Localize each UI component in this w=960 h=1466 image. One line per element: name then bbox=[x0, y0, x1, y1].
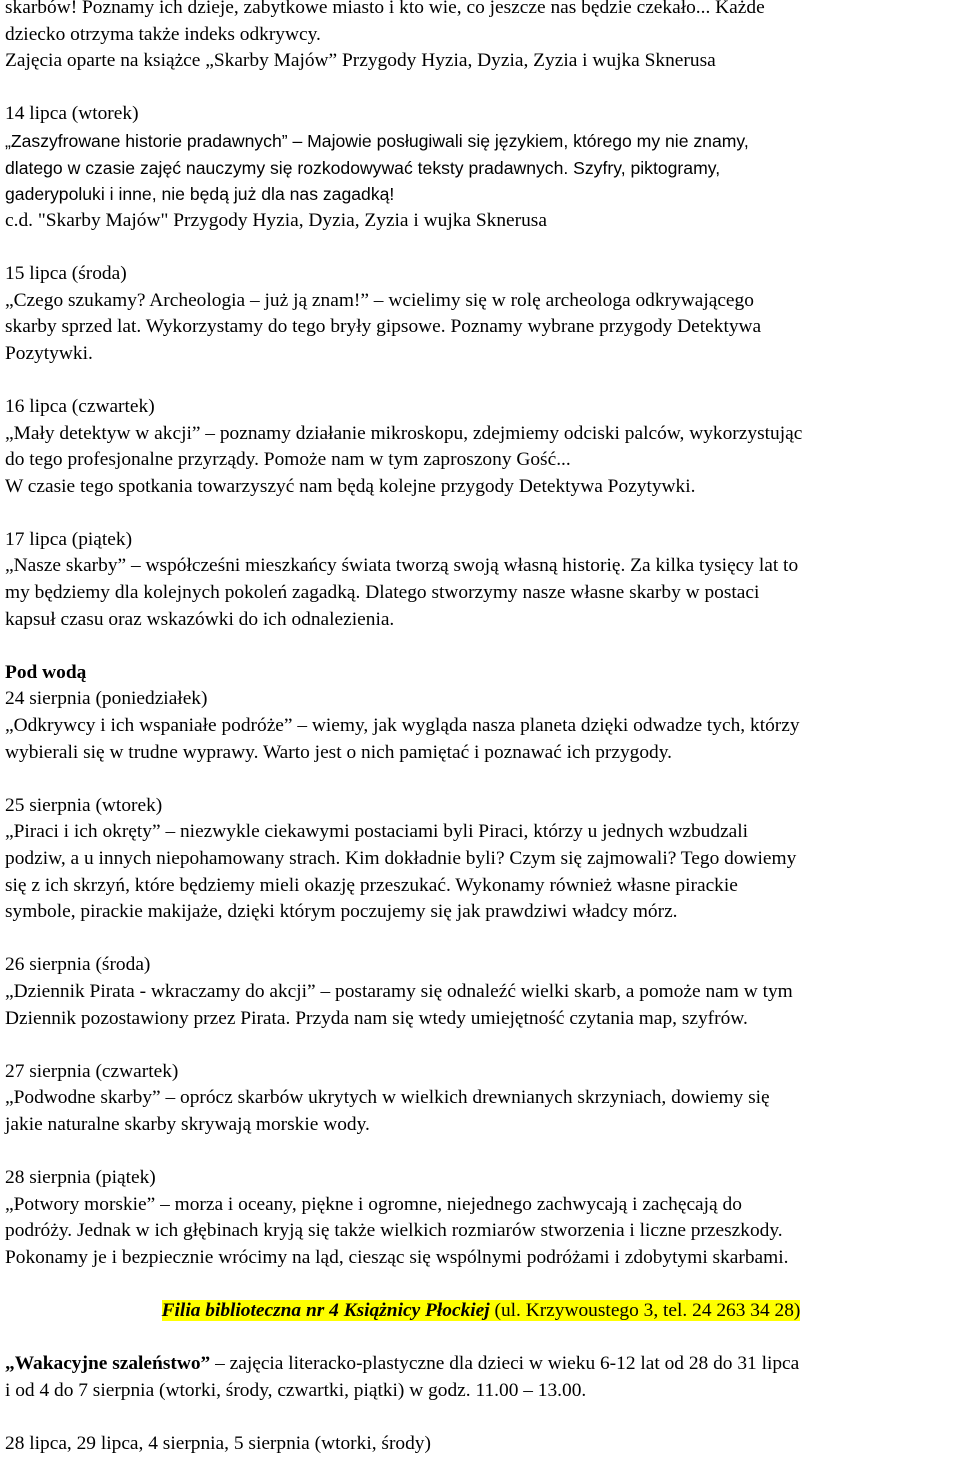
day-date: 16 lipca (czwartek) bbox=[5, 395, 155, 417]
day-text-line: Dziennik pozostawiony przez Pirata. Przyda nam się wtedy umiejętność czytania map, szyfrów. bbox=[5, 1007, 748, 1029]
intro-line: dziecko otrzyma także indeks odkrywcy. bbox=[5, 23, 321, 45]
day-date: 25 sierpnia (wtorek) bbox=[5, 794, 163, 816]
day-text-line: „Potwory morskie” – morza i oceany, piękne i ogromne, niejednego zachwycają i zachęcają do bbox=[5, 1193, 742, 1215]
event-dates: 28 lipca, 29 lipca, 4 sierpnia, 5 sierpnia (wtorki, środy) bbox=[5, 1433, 431, 1455]
branch-heading bbox=[5, 1298, 957, 1325]
day-date: 14 lipca (wtorek) bbox=[5, 103, 139, 125]
day-text-line: „Mały detektyw w akcji” – poznamy działanie mikroskopu, zdejmiemy odciski palców, wykorzystując bbox=[5, 422, 803, 444]
day-date: 24 sierpnia (poniedziałek) bbox=[5, 688, 208, 710]
day-date: 27 sierpnia (czwartek) bbox=[5, 1060, 179, 1082]
day-date: 28 sierpnia (piątek) bbox=[5, 1167, 156, 1189]
day-text-line: „Podwodne skarby” – oprócz skarbów ukrytych w wielkich drewnianych skrzyniach, dowiemy się bbox=[5, 1087, 770, 1109]
day-text-line: się z ich skrzyń, które będziemy mieli okazję przeszukać. Wykonamy również własne pirackie bbox=[5, 874, 738, 896]
day-text-line: symbole, pirackie makijaże, dzięki którym poczujemy się jak prawdziwi władcy mórz. bbox=[5, 901, 678, 923]
day-date: 17 lipca (piątek) bbox=[5, 528, 133, 550]
event-title: „Wakacyjne szaleństwo” bbox=[5, 1353, 211, 1375]
day-text-line: „Piraci i ich okręty” – niezwykle ciekawymi postaciami byli Piraci, którzy u jednych wzbudzali bbox=[5, 821, 749, 843]
day-text-line: c.d. "Skarby Majów" Przygody Hyzia, Dyzia, Zyzia i wujka Sknerusa bbox=[5, 209, 547, 231]
section-heading: Pod wodą bbox=[5, 661, 87, 683]
event-description bbox=[5, 1351, 957, 1378]
branch-name: Filia biblioteczna nr 4 Książnicy Płockiej bbox=[161, 1300, 490, 1322]
day-text-line: podróży. Jednak w ich głębinach kryją się także wielkich rozmiarów stworzenia i liczne przeszkody. bbox=[5, 1220, 783, 1242]
event-text: – zajęcia literacko-plastyczne dla dzieci w wieku 6-12 lat od 28 do 31 lipca bbox=[210, 1353, 800, 1375]
day-text-line: jakie naturalne skarby skrywają morskie wody. bbox=[5, 1113, 370, 1135]
day-text-line: Pokonamy je i bezpiecznie wrócimy na ląd, ciesząc się wspólnymi podróżami i zdobytymi skarbami. bbox=[5, 1246, 789, 1268]
day-text-line: „Zaszyfrowane historie pradawnych” – Majowie posługiwali się językiem, którego my nie znamy, bbox=[5, 130, 749, 151]
day-text-line: Pozytywki. bbox=[5, 342, 93, 364]
document-page bbox=[5, 0, 957, 1458]
day-date: 26 sierpnia (środa) bbox=[5, 954, 151, 976]
branch-address: (ul. Krzywoustego 3, tel. 24 263 34 28) bbox=[489, 1300, 801, 1322]
day-text-line: kapsuł czasu oraz wskazówki do ich odnalezienia. bbox=[5, 608, 395, 630]
day-text-line: wybierali się w trudne wyprawy. Warto jest o nich pamiętać i poznawać ich przygody. bbox=[5, 741, 673, 763]
day-text-line: skarby sprzed lat. Wykorzystamy do tego bryły gipsowe. Poznamy wybrane przygody Detektywa bbox=[5, 316, 762, 338]
day-text-line: do tego profesjonalne przyrządy. Pomoże nam w tym zaproszony Gość... bbox=[5, 449, 571, 471]
day-text-line: my będziemy dla kolejnych pokoleń zagadką. Dlatego stworzymy nasze własne skarby w postaci bbox=[5, 582, 760, 604]
day-text-line: „Odkrywcy i ich wspaniałe podróże” – wiemy, jak wygląda nasza planeta dzięki odwadze tych, którzy bbox=[5, 715, 800, 737]
day-text-line: W czasie tego spotkania towarzyszyć nam będą kolejne przygody Detektywa Pozytywki. bbox=[5, 475, 696, 497]
day-text-line: „Nasze skarby” – współcześni mieszkańcy świata tworzą swoją własną historię. Za kilka tysięcy lat to bbox=[5, 555, 799, 577]
day-text-line: „Czego szukamy? Archeologia – już ją znam!” – wcielimy się w rolę archeologa odkrywającego bbox=[5, 289, 754, 311]
day-text-line: „Dziennik Pirata - wkraczamy do akcji” – postaramy się odnaleźć wielki skarb, a pomoże nam w tym bbox=[5, 980, 793, 1002]
day-text-line: podziw, a u innych niepohamowany strach. Kim dokładnie byli? Czym się zajmowali? Tego dowiemy bbox=[5, 848, 797, 869]
day-date: 15 lipca (środa) bbox=[5, 262, 127, 284]
branch-highlight bbox=[162, 1300, 801, 1321]
day-text-line: dlatego w czasie zajęć nauczymy się rozkodowywać teksty pradawnych. Szyfry, piktogramy, bbox=[5, 157, 721, 178]
intro-line: skarbów! Poznamy ich dzieje, zabytkowe miasto i kto wie, co jeszcze nas będzie czekało... Każde bbox=[5, 0, 765, 18]
intro-line: Zajęcia oparte na książce „Skarby Majów” Przygody Hyzia, Dyzia, Zyzia i wujka Sknerusa bbox=[5, 50, 716, 72]
day-text-line: gaderypoluki i inne, nie będą już dla nas zagadką! bbox=[5, 184, 395, 205]
event-text-line: i od 4 do 7 sierpnia (wtorki, środy, czwartki, piątki) w godz. 11.00 – 13.00. bbox=[5, 1379, 587, 1401]
